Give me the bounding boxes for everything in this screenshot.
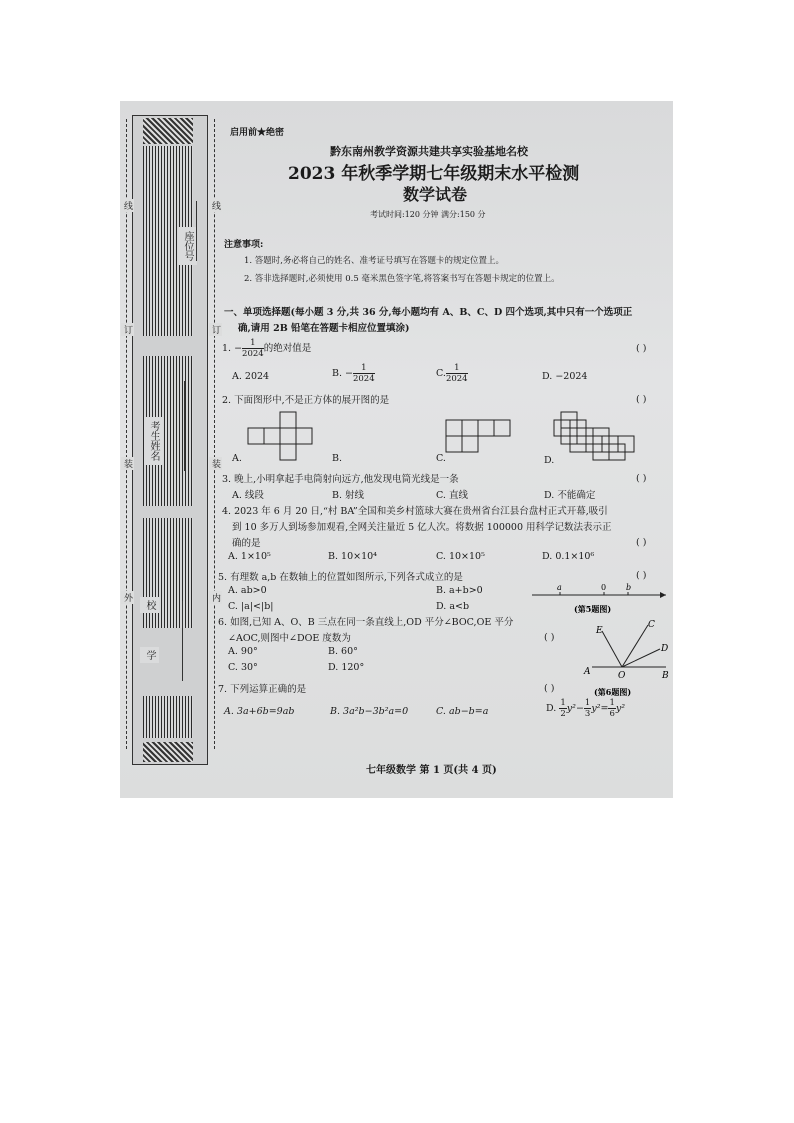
confidential-label: 启用前★绝密: [230, 128, 285, 138]
q6-angle-figure: [582, 617, 672, 701]
cut-mark-wai: 外: [122, 593, 132, 602]
seat-number-label: 座位号: [178, 227, 197, 265]
cut-mark-nei: 内: [210, 593, 220, 602]
q2-option-a: A.: [232, 453, 242, 464]
q2-option-d: D.: [544, 455, 555, 466]
cut-mark-zhuang-inner: 装: [210, 459, 220, 468]
q4-answer-bracket: ( ): [636, 537, 647, 548]
q4-option-c: C. 10×10⁵: [436, 551, 485, 562]
question-6-line2: ∠AOC,则图中∠DOE 度数为: [228, 633, 351, 644]
number-line-label-0: 0: [601, 583, 607, 592]
q5-option-a: A. ab>0: [228, 585, 267, 596]
net-b: [446, 420, 510, 452]
q7-option-a: A. 3a+6b=9ab: [224, 706, 295, 717]
hatch-pattern-bottom: [143, 742, 193, 762]
q3-option-a: A. 线段: [232, 490, 264, 501]
cut-mark-xian-inner: 线: [210, 201, 220, 210]
net-a: [248, 412, 312, 460]
exam-time-info: 考试时间:120 分钟 满分:150 分: [370, 210, 486, 219]
organization-name: 黔东南州教学资源共建共享实验基地名校: [330, 145, 528, 158]
q6-option-a: A. 90°: [228, 646, 258, 657]
q5-option-d: D. a<b: [436, 601, 470, 612]
q2-net-d-figure: [558, 407, 638, 469]
question-4-line3: 确的是: [232, 538, 261, 549]
question-4-line1: 4. 2023 年 6 月 20 日,“村 BA”全国和美乡村篮球大赛在贵州省台江县台盘村正式开幕,吸引: [222, 506, 608, 517]
exam-subtitle: 数学试卷: [403, 185, 468, 204]
q1-option-d: D. −2024: [542, 371, 588, 382]
q1-fraction: $\frac{1}{2024}$: [242, 338, 264, 359]
q6-option-c: C. 30°: [228, 662, 258, 673]
number-line-label-b: b: [626, 583, 632, 592]
point-label-e: E: [596, 626, 603, 636]
outer-cut-line: [126, 119, 127, 749]
question-3-stem: 3. 晚上,小明拿起手电筒射向远方,他发现电筒光线是一条: [222, 474, 459, 485]
question-5-stem: 5. 有理数 a,b 在数轴上的位置如图所示,下列各式成立的是: [218, 572, 463, 583]
notes-heading: 注意事项:: [224, 240, 264, 250]
inner-cut-line: [214, 119, 215, 749]
q1-option-a: A. 2024: [232, 371, 270, 382]
q2-answer-bracket: ( ): [636, 394, 647, 405]
q5-option-b: B. a+b>0: [436, 585, 483, 596]
point-label-c: C: [648, 620, 655, 630]
q5-option-c: C. |a|<|b|: [228, 601, 274, 612]
q6-figure-caption: (第6题图): [594, 687, 632, 697]
exam-title: 2023 年秋季学期七年级期末水平检测: [288, 164, 580, 184]
q3-option-b: B. 射线: [332, 490, 365, 501]
point-label-d: D: [661, 644, 669, 654]
q5-answer-bracket: ( ): [636, 570, 647, 581]
q4-option-d: D. 0.1×10⁶: [542, 551, 595, 562]
note-item-2: 2. 答非选择题时,必须使用 0.5 毫米黑色签字笔,将答案书写在答题卡规定的位置上。: [244, 274, 560, 284]
q2-option-b: B.: [332, 453, 343, 464]
point-label-b: B: [662, 671, 669, 681]
note-item-1: 1. 答题时,务必将自己的姓名、准考证号填写在答题卡的规定位置上。: [244, 256, 505, 266]
section-heading-line1: 一、单项选择题(每小题 3 分,共 36 分,每小题均有 A、B、C、D 四个选项,其中只有一个选项正: [224, 307, 633, 318]
cut-mark-ding-outer: 订: [122, 325, 132, 334]
q6-answer-bracket: ( ): [544, 632, 555, 643]
cut-mark-ding-inner: 订: [210, 325, 220, 334]
question-6-line1: 6. 如图,已知 A、O、B 三点在同一条直线上,OD 平分∠BOC,OE 平分: [218, 617, 514, 628]
q3-option-d: D. 不能确定: [544, 490, 596, 501]
q2-option-c: C.: [436, 453, 446, 464]
exam-sheet-photo: [120, 101, 673, 798]
school-blank: [182, 601, 183, 681]
q7-option-d: D. $\frac{1}{2}$ y²− $\frac{1}{3}$ y²= $\frac{1}{6}$ y²: [546, 698, 626, 719]
q3-option-c: C. 直线: [436, 490, 468, 501]
cut-mark-zhuang-outer: 装: [122, 459, 132, 468]
student-name-label: 考生姓名: [144, 417, 163, 465]
point-label-o: O: [618, 671, 626, 681]
q1-tail: 的绝对值是: [263, 343, 312, 354]
question-1-stem: [222, 338, 311, 359]
q6-option-d: D. 120°: [328, 662, 365, 673]
student-name-blank: [184, 381, 185, 471]
seat-number-blank: [196, 201, 197, 261]
q7-answer-bracket: ( ): [544, 683, 555, 694]
question-7-stem: 7. 下列运算正确的是: [218, 684, 307, 695]
q4-option-b: B. 10×10⁴: [328, 551, 377, 562]
q1-answer-bracket: ( ): [636, 343, 647, 354]
hatch-pattern-top: [143, 118, 193, 144]
school-label-char-1: 学: [140, 647, 159, 663]
q3-answer-bracket: ( ): [636, 473, 647, 484]
q5-figure-caption: (第5题图): [574, 604, 612, 614]
section-heading-line2: 确,请用 2B 铅笔在答题卡相应位置填涂): [238, 323, 410, 334]
q4-option-a: A. 1×10⁵: [228, 551, 271, 562]
question-2-stem: 2. 下面图形中,不是正方体的展开图的是: [222, 395, 390, 406]
school-label-char-2: 校: [140, 597, 159, 613]
q6-option-b: B. 60°: [328, 646, 358, 657]
point-label-a: A: [584, 667, 591, 677]
q7-option-c: C. ab−b=a: [436, 706, 489, 717]
question-4-line2: 到 10 多万人到场参加观看,全网关注量近 5 亿人次。将数据 100000 用科学记数法表示正: [232, 522, 612, 533]
stripe-block-4: [143, 696, 193, 738]
q1-lead: 1. −: [222, 343, 243, 354]
number-line-label-a: a: [557, 583, 562, 592]
page-footer: 七年级数学 第 1 页(共 4 页): [366, 765, 497, 776]
q7-option-b: B. 3a²b−3b²a=0: [330, 706, 409, 717]
q1-option-b: B. − $\frac{1}{2024}$: [332, 363, 375, 384]
q1-option-c: C. $\frac{1}{2024}$: [436, 363, 468, 384]
cut-mark-xian-outer: 线: [122, 201, 132, 210]
q5-number-line-figure: [530, 581, 670, 621]
